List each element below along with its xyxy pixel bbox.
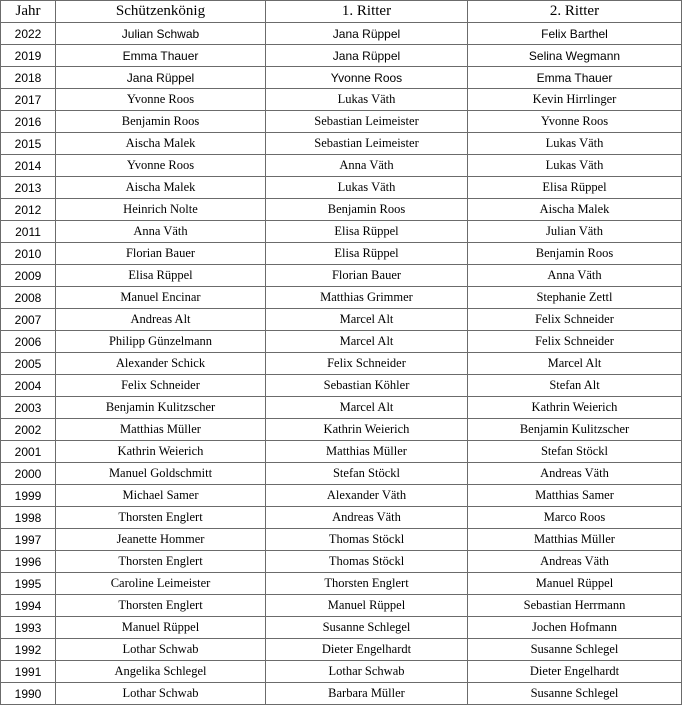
table-row xyxy=(1,353,682,375)
ritter-1-cell: Manuel Rüppel xyxy=(266,595,468,617)
schuetzenkoenig-cell: Philipp Günzelmann xyxy=(56,331,266,353)
year-cell: 1996 xyxy=(1,551,56,573)
ritter-1-cell: Lukas Väth xyxy=(266,177,468,199)
ritter-1-cell: Marcel Alt xyxy=(266,397,468,419)
schuetzenkoenig-cell: Angelika Schlegel xyxy=(56,661,266,683)
year-cell: 1998 xyxy=(1,507,56,529)
ritter-1-cell: Elisa Rüppel xyxy=(266,221,468,243)
table-row xyxy=(1,507,682,529)
column-header-2-ritter: 2. Ritter xyxy=(468,1,682,23)
ritter-1-cell: Sebastian Köhler xyxy=(266,375,468,397)
schuetzenkoenig-cell: Lothar Schwab xyxy=(56,639,266,661)
year-cell: 2018 xyxy=(1,67,56,89)
ritter-2-cell: Lukas Väth xyxy=(468,155,682,177)
ritter-2-cell: Matthias Müller xyxy=(468,529,682,551)
ritter-1-cell: Lothar Schwab xyxy=(266,661,468,683)
table-row xyxy=(1,419,682,441)
ritter-2-cell: Dieter Engelhardt xyxy=(468,661,682,683)
column-header-schuetzenkoenig: Schützenkönig xyxy=(56,1,266,23)
schuetzenkoenig-cell: Manuel Rüppel xyxy=(56,617,266,639)
ritter-2-cell: Lukas Väth xyxy=(468,133,682,155)
ritter-1-cell: Thomas Stöckl xyxy=(266,529,468,551)
ritter-2-cell: Felix Schneider xyxy=(468,331,682,353)
schuetzenkoenig-cell: Elisa Rüppel xyxy=(56,265,266,287)
year-cell: 1992 xyxy=(1,639,56,661)
schuetzenkoenig-cell: Heinrich Nolte xyxy=(56,199,266,221)
year-cell: 2001 xyxy=(1,441,56,463)
schuetzenkoenig-cell: Thorsten Englert xyxy=(56,551,266,573)
table-row xyxy=(1,397,682,419)
ritter-2-cell: Kathrin Weierich xyxy=(468,397,682,419)
ritter-1-cell: Jana Rüppel xyxy=(266,23,468,45)
ritter-2-cell: Manuel Rüppel xyxy=(468,573,682,595)
header-row xyxy=(1,1,682,23)
ritter-1-cell: Dieter Engelhardt xyxy=(266,639,468,661)
schuetzenkoenig-cell: Julian Schwab xyxy=(56,23,266,45)
table-row xyxy=(1,441,682,463)
table-row xyxy=(1,221,682,243)
ritter-1-cell: Matthias Müller xyxy=(266,441,468,463)
ritter-1-cell: Benjamin Roos xyxy=(266,199,468,221)
schuetzenkoenig-cell: Manuel Encinar xyxy=(56,287,266,309)
year-cell: 2004 xyxy=(1,375,56,397)
ritter-1-cell: Thorsten Englert xyxy=(266,573,468,595)
schuetzenkoenig-cell: Manuel Goldschmitt xyxy=(56,463,266,485)
ritter-2-cell: Andreas Väth xyxy=(468,551,682,573)
year-cell: 1999 xyxy=(1,485,56,507)
ritter-2-cell: Benjamin Roos xyxy=(468,243,682,265)
table-row xyxy=(1,45,682,67)
year-cell: 1991 xyxy=(1,661,56,683)
table-row xyxy=(1,199,682,221)
year-cell: 2012 xyxy=(1,199,56,221)
ritter-1-cell: Kathrin Weierich xyxy=(266,419,468,441)
ritter-2-cell: Emma Thauer xyxy=(468,67,682,89)
schuetzenkoenig-cell: Jeanette Hommer xyxy=(56,529,266,551)
ritter-2-cell: Kevin Hirrlinger xyxy=(468,89,682,111)
table-row xyxy=(1,617,682,639)
schuetzenkoenig-cell: Emma Thauer xyxy=(56,45,266,67)
ritter-2-cell: Susanne Schlegel xyxy=(468,639,682,661)
ritter-2-cell: Marcel Alt xyxy=(468,353,682,375)
table-row xyxy=(1,485,682,507)
table-row xyxy=(1,67,682,89)
table-row xyxy=(1,595,682,617)
schuetzenkoenig-cell: Benjamin Kulitzscher xyxy=(56,397,266,419)
schuetzenkoenig-cell: Felix Schneider xyxy=(56,375,266,397)
schuetzenkoenig-cell: Caroline Leimeister xyxy=(56,573,266,595)
table-row xyxy=(1,23,682,45)
ritter-1-cell: Lukas Väth xyxy=(266,89,468,111)
table-row xyxy=(1,463,682,485)
table-row xyxy=(1,89,682,111)
table-row xyxy=(1,331,682,353)
schuetzenkoenig-cell: Benjamin Roos xyxy=(56,111,266,133)
table-row xyxy=(1,155,682,177)
ritter-2-cell: Felix Barthel xyxy=(468,23,682,45)
schuetzenkoenig-cell: Kathrin Weierich xyxy=(56,441,266,463)
ritter-1-cell: Barbara Müller xyxy=(266,683,468,705)
table-row xyxy=(1,573,682,595)
table-row xyxy=(1,683,682,705)
schuetzenkoenig-cell: Michael Samer xyxy=(56,485,266,507)
ritter-1-cell: Yvonne Roos xyxy=(266,67,468,89)
year-cell: 2022 xyxy=(1,23,56,45)
ritter-2-cell: Stephanie Zettl xyxy=(468,287,682,309)
ritter-2-cell: Marco Roos xyxy=(468,507,682,529)
table-body xyxy=(1,23,682,705)
ritter-2-cell: Aischa Malek xyxy=(468,199,682,221)
year-cell: 2017 xyxy=(1,89,56,111)
table-row xyxy=(1,111,682,133)
ritter-2-cell: Susanne Schlegel xyxy=(468,683,682,705)
year-cell: 2015 xyxy=(1,133,56,155)
year-cell: 2003 xyxy=(1,397,56,419)
ritter-2-cell: Selina Wegmann xyxy=(468,45,682,67)
ritter-1-cell: Jana Rüppel xyxy=(266,45,468,67)
ritter-2-cell: Felix Schneider xyxy=(468,309,682,331)
schuetzenkoenig-cell: Yvonne Roos xyxy=(56,89,266,111)
ritter-1-cell: Thomas Stöckl xyxy=(266,551,468,573)
ritter-1-cell: Marcel Alt xyxy=(266,331,468,353)
schuetzenkoenig-cell: Yvonne Roos xyxy=(56,155,266,177)
year-cell: 2016 xyxy=(1,111,56,133)
ritter-1-cell: Stefan Stöckl xyxy=(266,463,468,485)
table-row xyxy=(1,177,682,199)
table-row xyxy=(1,551,682,573)
ritter-1-cell: Anna Väth xyxy=(266,155,468,177)
schuetzenkoenig-cell: Andreas Alt xyxy=(56,309,266,331)
year-cell: 2000 xyxy=(1,463,56,485)
year-cell: 2006 xyxy=(1,331,56,353)
ritter-2-cell: Andreas Väth xyxy=(468,463,682,485)
ritter-2-cell: Julian Väth xyxy=(468,221,682,243)
column-header-1-ritter: 1. Ritter xyxy=(266,1,468,23)
year-cell: 2009 xyxy=(1,265,56,287)
year-cell: 2013 xyxy=(1,177,56,199)
schuetzenkoenig-cell: Jana Rüppel xyxy=(56,67,266,89)
table-row xyxy=(1,309,682,331)
ritter-2-cell: Stefan Stöckl xyxy=(468,441,682,463)
year-cell: 1994 xyxy=(1,595,56,617)
column-header-jahr: Jahr xyxy=(1,1,56,23)
ritter-1-cell: Elisa Rüppel xyxy=(266,243,468,265)
year-cell: 2011 xyxy=(1,221,56,243)
schuetzenkoenig-cell: Lothar Schwab xyxy=(56,683,266,705)
year-cell: 2019 xyxy=(1,45,56,67)
ritter-1-cell: Sebastian Leimeister xyxy=(266,111,468,133)
year-cell: 2005 xyxy=(1,353,56,375)
schuetzenkoenig-cell: Matthias Müller xyxy=(56,419,266,441)
table-row xyxy=(1,375,682,397)
ritter-2-cell: Matthias Samer xyxy=(468,485,682,507)
table-row xyxy=(1,133,682,155)
year-cell: 1990 xyxy=(1,683,56,705)
ritter-1-cell: Andreas Väth xyxy=(266,507,468,529)
year-cell: 1997 xyxy=(1,529,56,551)
schuetzenkoenig-cell: Aischa Malek xyxy=(56,133,266,155)
year-cell: 2007 xyxy=(1,309,56,331)
ritter-1-cell: Felix Schneider xyxy=(266,353,468,375)
year-cell: 1995 xyxy=(1,573,56,595)
schuetzenkoenig-cell: Aischa Malek xyxy=(56,177,266,199)
ritter-2-cell: Anna Väth xyxy=(468,265,682,287)
ritter-2-cell: Jochen Hofmann xyxy=(468,617,682,639)
year-cell: 2014 xyxy=(1,155,56,177)
ritter-1-cell: Florian Bauer xyxy=(266,265,468,287)
schuetzenkoenig-cell: Florian Bauer xyxy=(56,243,266,265)
table-row xyxy=(1,639,682,661)
ritter-2-cell: Sebastian Herrmann xyxy=(468,595,682,617)
year-cell: 1993 xyxy=(1,617,56,639)
ritter-2-cell: Benjamin Kulitzscher xyxy=(468,419,682,441)
ritter-2-cell: Stefan Alt xyxy=(468,375,682,397)
ritter-2-cell: Yvonne Roos xyxy=(468,111,682,133)
table-row xyxy=(1,529,682,551)
schuetzenkoenig-cell: Thorsten Englert xyxy=(56,507,266,529)
ritter-1-cell: Alexander Väth xyxy=(266,485,468,507)
table-row xyxy=(1,661,682,683)
table-row xyxy=(1,243,682,265)
ritter-2-cell: Elisa Rüppel xyxy=(468,177,682,199)
year-cell: 2008 xyxy=(1,287,56,309)
table-row xyxy=(1,265,682,287)
schuetzenkoenig-cell: Thorsten Englert xyxy=(56,595,266,617)
ritter-1-cell: Matthias Grimmer xyxy=(266,287,468,309)
ritter-1-cell: Susanne Schlegel xyxy=(266,617,468,639)
table-row xyxy=(1,287,682,309)
year-cell: 2010 xyxy=(1,243,56,265)
schuetzenkoenig-cell: Anna Väth xyxy=(56,221,266,243)
year-cell: 2002 xyxy=(1,419,56,441)
ritter-1-cell: Sebastian Leimeister xyxy=(266,133,468,155)
schuetzenkoenig-cell: Alexander Schick xyxy=(56,353,266,375)
ritter-1-cell: Marcel Alt xyxy=(266,309,468,331)
